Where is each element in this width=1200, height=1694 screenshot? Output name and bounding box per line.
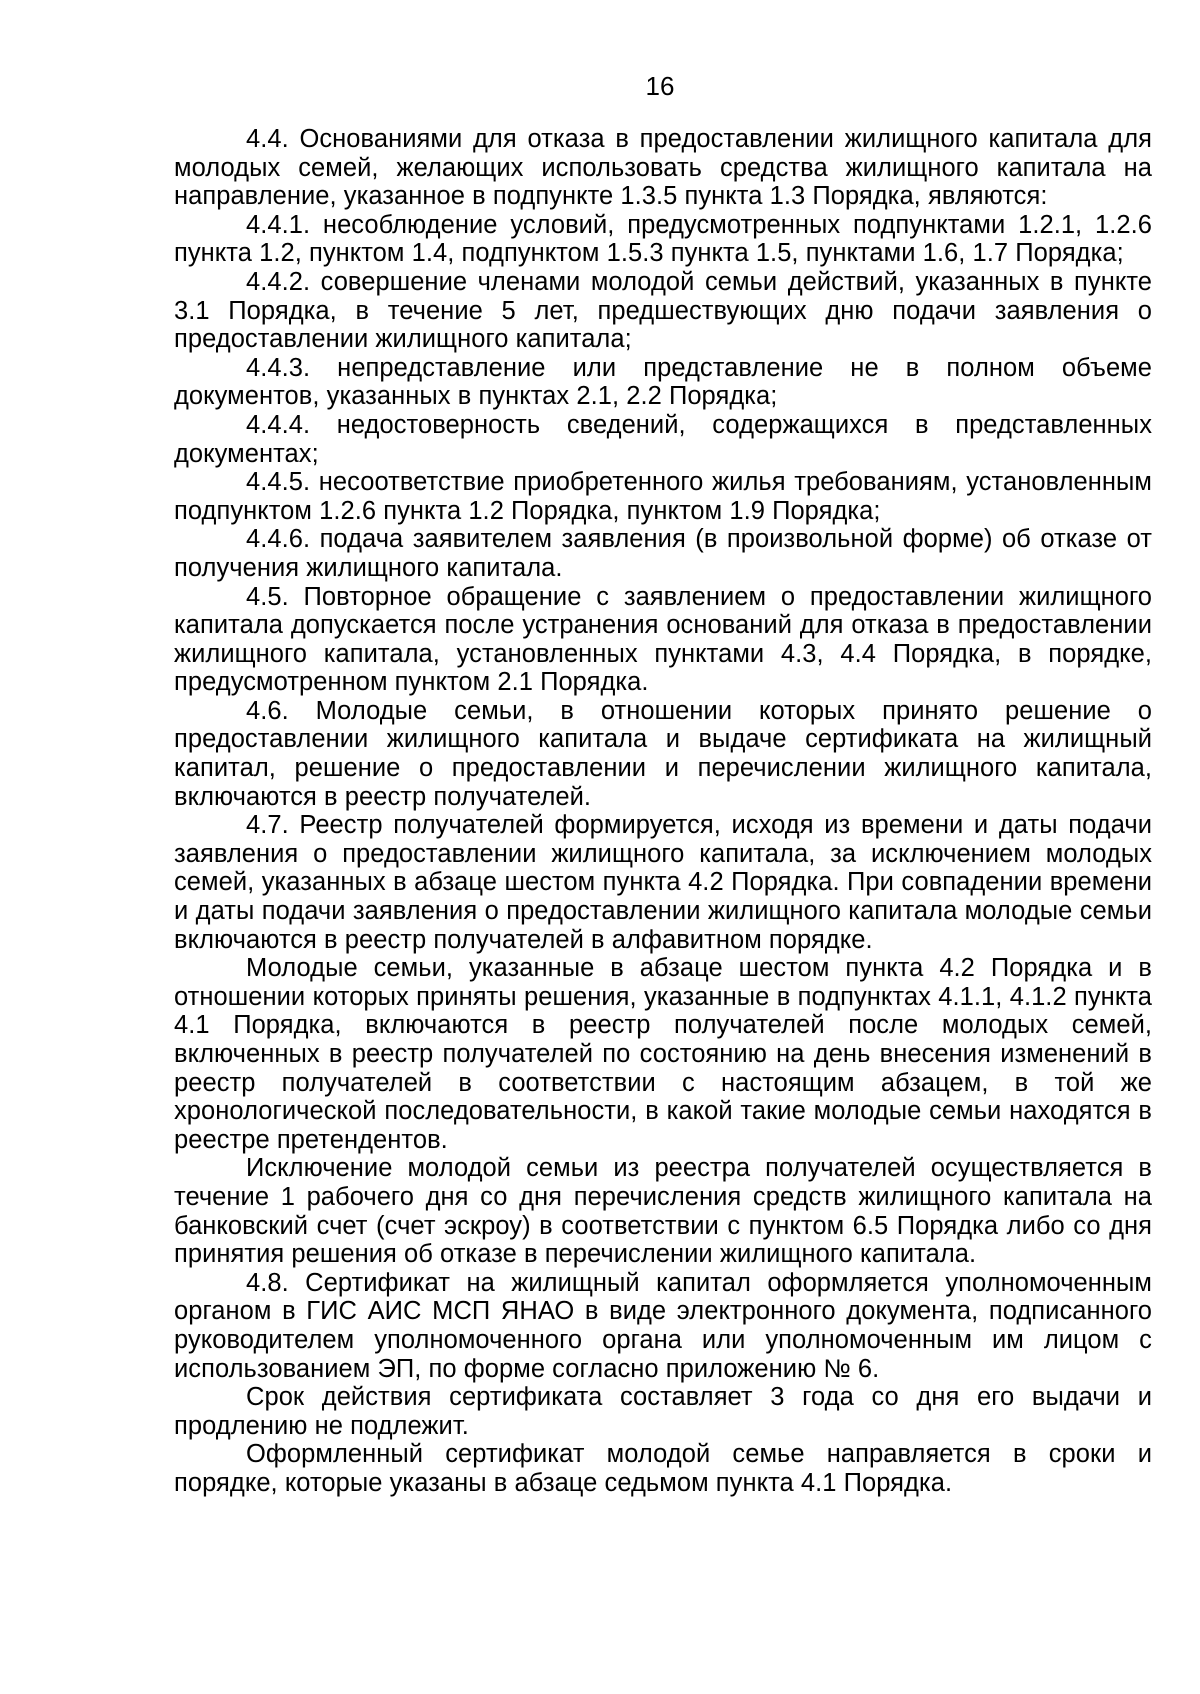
paragraph-4-4-3: 4.4.3. непредставление или представление не в полном объеме документов, указанных в пунктах 2.1, 2.2 Порядка;	[174, 353, 1152, 411]
paragraph-4-7: 4.7. Реестр получателей формируется, исходя из времени и даты подачи заявления о предоставлении жилищного капитала, за исключением молодых семей, указанных в абзаце шестом пункта 4.2 Порядка. При совпадении времени и даты подачи заявления о предоставлении жилищного капитала молодые семьи включаются в реестр получателей в алфавитном порядке.	[174, 811, 1152, 954]
paragraph-4-8: 4.8. Сертификат на жилищный капитал оформляется уполномоченным органом в ГИС АИС МСП ЯНАО в виде электронного документа, подписанного руководителем уполномоченного органа или уполномоченным им лицом с использованием ЭП, по форме согласно приложению № 6.	[174, 1268, 1152, 1383]
paragraph-4-4-5: 4.4.5. несоответствие приобретенного жилья требованиям, установленным подпунктом 1.2.6 пункта 1.2 Порядка, пунктом 1.9 Порядка;	[174, 468, 1152, 525]
paragraph-4-6: 4.6. Молодые семьи, в отношении которых принято решение о предоставлении жилищного капитала и выдаче сертификата на жилищный капитал, решение о предоставлении и перечислении жилищного капитала, включаются в реестр получателей.	[174, 696, 1152, 811]
paragraph-4-4-2: 4.4.2. совершение членами молодой семьи действий, указанных в пункте 3.1 Порядка, в течение 5 лет, предшествующих дню подачи заявления о предоставлении жилищного капитала;	[174, 267, 1152, 354]
paragraph-4-7-abzac-2: Молодые семьи, указанные в абзаце шестом пункта 4.2 Порядка и в отношении которых приняты решения, указанные в подпунктах 4.1.1, 4.1.2 пункта 4.1 Порядка, включаются в реестр получателей после молодых семей, включенных в реестр получателей по состоянию на день внесения изменений в реестр получателей в соответствии с настоящим абзацем, в той же хронологической последовательности, в какой такие молодые семьи находятся в реестре претендентов.	[174, 954, 1152, 1154]
paragraph-4-4-4: 4.4.4. недостоверность сведений, содержащихся в представленных документах;	[174, 410, 1152, 468]
paragraph-4-8-abzac-3: Оформленный сертификат молодой семье направляется в сроки и порядке, которые указаны в абзаце седьмом пункта 4.1 Порядка.	[174, 1440, 1152, 1497]
paragraph-4-5: 4.5. Повторное обращение с заявлением о предоставлении жилищного капитала допускается после устранения оснований для отказа в предоставлении жилищного капитала, установленных пунктами 4.3, 4.4 Порядка, в порядке, предусмотренном пунктом 2.1 Порядка.	[174, 582, 1152, 697]
paragraph-4-4-6: 4.4.6. подача заявителем заявления (в произвольной форме) об отказе от получения жилищного капитала.	[174, 525, 1152, 582]
paragraph-4-4: 4.4. Основаниями для отказа в предоставлении жилищного капитала для молодых семей, желающих использовать средства жилищного капитала на направление, указанное в подпункте 1.3.5 пункта 1.3 Порядка, являются:	[174, 125, 1152, 211]
paragraph-4-8-abzac-2: Срок действия сертификата составляет 3 года со дня его выдачи и продлению не подлежит.	[174, 1383, 1152, 1440]
document-body	[174, 125, 1152, 1498]
paragraph-4-7-abzac-3: Исключение молодой семьи из реестра получателей осуществляется в течение 1 рабочего дня со дня перечисления средств жилищного капитала на банковский счет (счет эскроу) в соответствии с пунктом 6.5 Порядка либо со дня принятия решения об отказе в перечислении жилищного капитала.	[174, 1154, 1152, 1269]
paragraph-4-4-1: 4.4.1. несоблюдение условий, предусмотренных подпунктами 1.2.1, 1.2.6 пункта 1.2, пунктом 1.4, подпунктом 1.5.3 пункта 1.5, пунктами 1.6, 1.7 Порядка;	[174, 210, 1152, 268]
page-number: 16	[645, 71, 675, 101]
